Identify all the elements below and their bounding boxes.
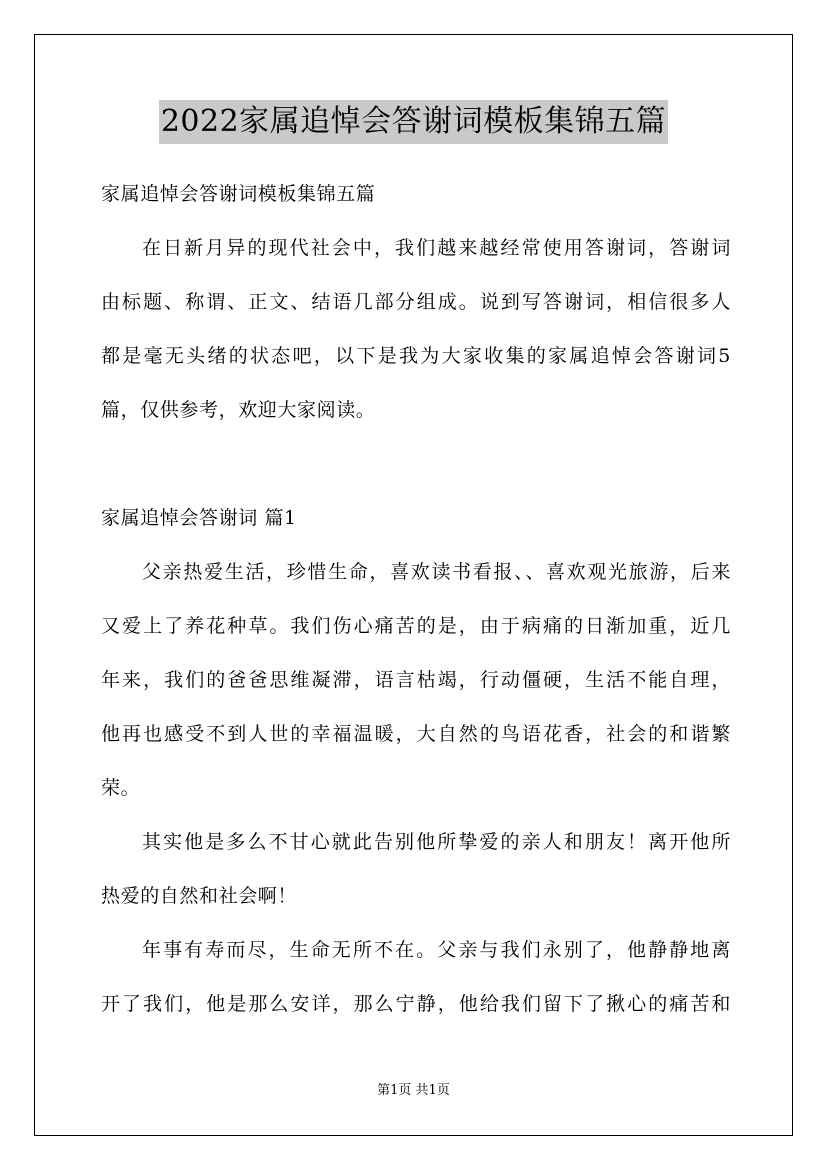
intro-line-1: 在日新月异的现代社会中，我们越来越经常使用答谢词，答谢词 xyxy=(142,237,731,259)
para1-line-2: 又爱上了养花种草。我们伤心痛苦的是，由于病痛的日渐加重，近几 xyxy=(101,615,731,637)
document-title: 2022家属追悼会答谢词模板集锦五篇 xyxy=(159,100,668,144)
section-heading: 家属追悼会答谢词 篇1 xyxy=(101,507,297,529)
title-container xyxy=(0,100,827,144)
intro-line-4: 篇，仅供参考，欢迎大家阅读。 xyxy=(101,399,376,421)
para3-line-2: 开了我们，他是那么安详，那么宁静，他给我们留下了揪心的痛苦和 xyxy=(101,993,731,1015)
intro-line-2: 由标题、称谓、正文、结语几部分组成。说到写答谢词，相信很多人 xyxy=(101,291,731,313)
document-subtitle: 家属追悼会答谢词模板集锦五篇 xyxy=(101,183,376,205)
page-footer: 第1页 共1页 xyxy=(377,1083,450,1098)
para1-line-1: 父亲热爱生活，珍惜生命，喜欢读书看报、、喜欢观光旅游，后来 xyxy=(142,561,731,583)
para1-line-4: 他再也感受不到人世的幸福温暖，大自然的鸟语花香，社会的和谐繁 xyxy=(101,723,731,745)
para1-line-3: 年来，我们的爸爸思维凝滞，语言枯竭，行动僵硬，生活不能自理， xyxy=(101,669,731,691)
para1-line-5: 荣。 xyxy=(101,777,141,799)
para2-line-2: 热爱的自然和社会啊！ xyxy=(101,885,298,907)
para3-line-1: 年事有寿而尽，生命无所不在。父亲与我们永别了，他静静地离 xyxy=(142,939,731,961)
intro-line-3: 都是毫无头绪的状态吧，以下是我为大家收集的家属追悼会答谢词5 xyxy=(101,345,731,367)
para2-line-1: 其实他是多么不甘心就此告别他所挚爱的亲人和朋友！离开他所 xyxy=(142,831,731,853)
